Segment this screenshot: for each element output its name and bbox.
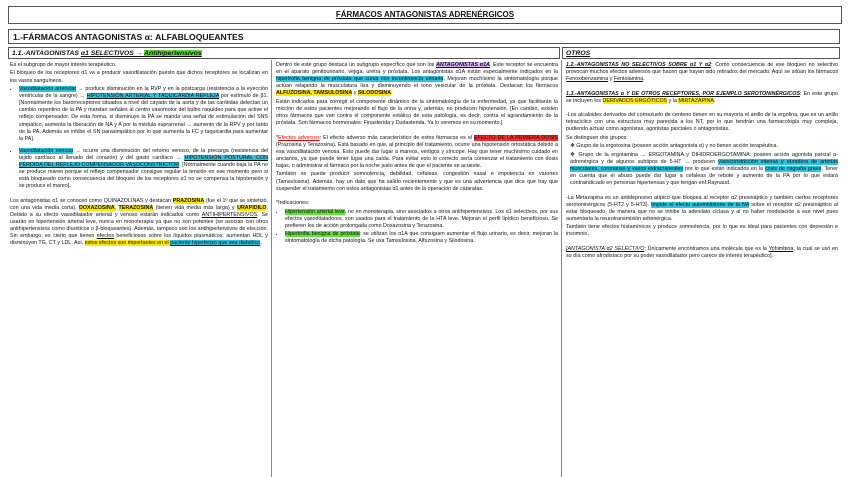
text-run: , no en monoterapia, sino asociados a otros antihipertensivos. Los α1 selectivos, por sus efectos vasodilatadores, son usados para el tratamiento de la HTA leve. Mejoran el perfil lipídico beneficioso. Se prefieren los de acción prolongada como Doxazosina y Terazosina.: [285, 208, 558, 229]
adverse-effects-paragraph: *Efectos adversos: El efecto adverso más característico de estos fármacos es el EFECTO DE LA PRIMERA DOSIS (Prazosina y Terazosina). Está basado en que, al principio del tratamiento, ocurre una hipotensión ortostática debido a esa vasodilatación venosa. Esto puede dar lugar a mareos, vértigos y síncope. Hay que tener muchísimo cuidado en ancianos, ya que puede tener lugar una caída. Para evitar esto lo correcto sería comenzar el tratamiento con dosis bajas, o administrar el fármaco por la noche justo antes de que el paciente se acueste.: [276, 134, 558, 169]
text-run: . Este receptor se encuentra en el aparato genitourinario, vejiga, uretra y próstata. Los antagonistas α1A están especialmente indicados en la: [276, 62, 558, 76]
drug-alfuzosina: ALFUZOSINA, TAMSULOSINA: [276, 90, 353, 97]
document-title: FÁRMACOS ANTAGONISTAS ADRENÉRGICOS: [8, 6, 842, 24]
serotoninergic-paragraph: [566, 91, 838, 105]
highlight-venous: Vasodilatación venosa: [19, 147, 74, 154]
text-run: (tienen vida media más larga) y: [153, 204, 238, 211]
nonselective-heading: 1.2.-ANTAGONISTAS NO SELECTIVOS SOBRE α1 Y α2: [566, 62, 712, 68]
nonselective-paragraph: [566, 62, 838, 83]
text-run: por lo que están indicados en la: [683, 165, 765, 172]
section-title-text: 1.-FÁRMACOS ANTAGONISTAS α: ALFABLOQUEANTES: [13, 32, 244, 42]
text-run: .: [391, 90, 393, 97]
text-run: → produce disminución en la RVP y en la postcarga (resistencia a la eyección ventricular de la sangre) →: [19, 86, 268, 100]
derivados-ergoticos: DERIVADOS ERGÓTICOS: [602, 97, 668, 104]
highlight-diabetic: paciente hipertenso que sea diabético: [170, 240, 261, 247]
subheader-selective-type: α1 SELECTIVOS →: [80, 50, 145, 57]
subheader-selective: [8, 47, 560, 59]
text-run: .: [643, 76, 645, 83]
groups-intro: Se distinguen dos grupos:: [566, 134, 628, 141]
text-run: beneficiosos sobre los líquidos plasmáticos: aumentan HDL y disminuyen TG, CT y LDL. Así,: [10, 233, 268, 247]
text-run: por estímulo de β1. [Normalmente los barorreceptores situados a nivel del cayado de la aorta y de las carótidas detectan un cambio repentino de la PA y mandan señales al centro vasomotor del bulbo raquídeo para que active el reflejo compensador. De esta forma, si disminuye la PA se manda una señal de estimulación del SNS simpático, aumenta la liberación de NA y A por la médula suprarrenal → aumento de la RPV y por tanto de la PA. Además se inhibe el SN parasimpático por lo que aumenta la FC y taquicardia para aumentar la PA].: [19, 93, 268, 142]
column-middle: [276, 62, 558, 476]
drug-terazosina: TERAZOSINA: [118, 204, 154, 211]
list-item: [19, 86, 268, 143]
text-run: . [Normalmente cuando baja la PA no se produce mareo porque el reflejo compensador consigue regular la tensión en ese momento pero si está bloqueado como consecuencia del bloqueo de los receptores α1 no se compensa la hipotensión y se produce el mareo].: [19, 162, 268, 190]
highlight-postural: HIPOTENSIÓN POSTURAL CON PÉRDIDA DEL REFLEJO COMPENSADOR VASOCONSTRICTOR: [19, 154, 268, 168]
text-run: .: [260, 240, 262, 247]
highlight-hbp: hipertrofia benigna de próstata que cursa con incontinencia urinaria: [276, 76, 444, 83]
text-run: . Debido a su efecto vasodilatador arterial y venoso estarán indicados como: [10, 204, 268, 218]
section-title: [8, 29, 840, 44]
list-item: [285, 209, 558, 230]
text-run: . Mejoran muchísimo la sintomatología porque actúan relajando la musculatura lisa y disminuyendo el tono vesicular de la próstata. Destacan los fármacos: [276, 76, 558, 90]
text-run: : El efecto adverso más característico de estos fármacos es el: [319, 134, 474, 141]
text-run: . Tener en cuenta que el abuso puede dar lugar a cefaleas de rebote y aumento de la PA por lo que estará contraindicado en personas hipertensas y que tengan enf.Raynaud.: [570, 165, 838, 187]
antagonistas-alpha1a: ANTAGONISTAS α1A: [436, 62, 490, 68]
effects-list: [10, 86, 268, 190]
indications-list: [276, 209, 558, 246]
highlight-migraine: crisis de migraña grave: [764, 165, 822, 172]
quinazolinas-paragraph: [10, 198, 268, 248]
text-run: .: [713, 97, 716, 104]
text-run: → ocurre una disminución del retorno venoso, de la precarga (resistencia del tejido cardíaco al llenado del corazón) y del gasto cardíaco →: [19, 147, 268, 161]
list-item: ❖ Grupo de la ergotoxina (poseen acción antagonista α) y no tienen acción terapéutica.: [570, 143, 778, 150]
highlight-hypotension: HIPOTENSIÓN ARTERIAL Y TAQUICARDIA REFLEJA: [86, 93, 219, 100]
alpha1a-paragraph: [276, 62, 558, 97]
text-run: Grupo de la ergotoxina (poseen acción antagonista α) y no tienen acción terapéutica.: [576, 143, 778, 150]
serotoninergic-heading: 1.3.-ANTAGONISTAS α Y DE OTROS RECEPTORES, POR EJEMPLO SEROTONINÉRGICOS: [566, 90, 801, 97]
alpha2-selective-heading: [ANTAGONISTA α2 SELECTIVO: [566, 245, 645, 252]
list-item: [19, 148, 268, 191]
text-run: : Como consecuencia de ese bloqueo no selectivo provocan muchos efectos adversos que hacen que hayan sido retirados del mercado. Aquí se sitúan los fármacos: [566, 62, 838, 76]
text-run: y: [608, 76, 614, 83]
drug-fenoxibenzamina: Fenoxibenzamina: [566, 76, 609, 83]
indications-label: *Indicaciones:: [276, 200, 310, 207]
groups-list: [566, 143, 838, 187]
indication-hbp: Hipertrofia benigna de próstata: [285, 231, 360, 238]
indications-paragraph: Están indicados para corregir el componente dinámico de la sintomatología de la enfermedad, ya que facilitarán la micción de estos pacientes mejorando el flujo de la orina y, además, no producen hipotensión. [En cambio, existen otros fármacos que van contra el componente estático de esta patología, es decir, contra el agrandamiento de la próstata. Son fármacos hormonales: Finasterida y Dudasterida. Ya lo veremos en su momento.]: [276, 98, 558, 127]
text-run: . Se usarán en hipertensión arterial leve, nunca en monoterapia ya que no son potentes (se asocian con otros antihipertensivos como diuréticos o β-bloqueantes). Además, tampoco son los antihipertensivos de elección. Sin embargo, es cierto que tienen: [10, 211, 268, 240]
subheader-others: [562, 47, 840, 59]
text-run: : Únicamente encontramos una molécula que es la: [644, 245, 769, 252]
first-dose-effect: EFECTO DE LA PRIMERA DOSIS: [474, 134, 558, 141]
highlight-autoinhibition: Impide el efecto autoinhibitorio de la NA: [651, 201, 750, 208]
drug-urapidilo: URAPIDILO: [237, 204, 267, 211]
text-run: Indicaciones:: [278, 200, 310, 207]
drug-prazosina: PRAZOSINA: [172, 197, 205, 204]
text-run: Grupo de la ergotamina → ERGOTAMINA y DIHIDROERGOTAMINA: poseen acción agonista parcial α-adrenérgica y de algunos subtipos de 5-HT → producen: [570, 151, 838, 165]
antihipertensivos-term: ANTIHIPERTENSIVOS: [201, 211, 258, 218]
intro-paragraph: El bloqueo de los receptores α1 va a producir vasodilatación puesto que dichos receptores se localizan en los vasos sanguíneos.: [10, 70, 268, 84]
list-item: [285, 231, 558, 245]
text-run: y la: [667, 97, 679, 104]
column-left: [10, 62, 268, 476]
text-run: : En este grupo se incluyen los: [566, 90, 838, 104]
drug-silodosina: SILODOSINA: [357, 90, 392, 97]
list-item: ❖ Grupo de la ergotamina → ERGOTAMINA y DIHIDROERGOTAMINA: poseen acción agonista parcial α-adrenérgica y de algunos subtipos de 5-HT → producen vasoconstricción intensa y duradera de arterias musculares, coronarias y vasos extracraneales por lo que están indicados en la crisis de migraña grave. Tener en cuenta que el abuso puede dar lugar a cefaleas de rebote y aumento de la PA por lo que estará contraindicado en personas hipertensas y que tengan enf.Raynaud.: [570, 151, 838, 187]
text-run: -La Mirtazapina es un antidepresivo atípico que bloquea al receptor α2 presináptico y también ciertos receptores serotoninérgicos (5-HT2 y 5-HT3).: [566, 194, 838, 208]
text-run: , la cual se usó en su día como afrodisíaco por su poder vasodilatador pero carece de interés terapéutico].: [566, 245, 838, 259]
highlight-arteriolar: Vasodilatación arteriolar: [19, 86, 77, 93]
text-run: sobre el receptor α2 presináptico al estar bloqueado, de manera que no se inhibe la adenilato ciclasa y al no haber modulación a ese nivel pues aumentaría la neurotransmisión adrenérgica.: [566, 201, 838, 222]
text-run: : se utilizan los α1A que consiguen aumentar el flujo urinario, es decir, mejoran la sintomatología de dicha patología. Se usa Tamsulosina, Alfuzosina y Silodosina.: [285, 231, 558, 245]
text-run: Dentro de este grupo destaca un subgrupo específico que son los: [276, 62, 437, 68]
text-run: y: [352, 90, 358, 97]
highlight-effects: estos efectos son importantes en el: [84, 240, 171, 247]
mirtazapina-paragraph: [566, 195, 838, 223]
subheader-selective-use: Antihipertensivos: [144, 50, 202, 57]
text-run: Los antagonistas α1 se conocen como QUINAZOLINAS y destacan: [10, 197, 173, 204]
text-run: (fue el 1º que se sintetizó, con una vida media corta),: [10, 197, 268, 211]
indication-hta: Hipertensión arterial leve: [285, 208, 345, 215]
drug-mirtazapina: MIRTAZAPINA: [678, 97, 714, 104]
intro-line: Es el subgrupo de mayor interés terapéutico.: [10, 62, 117, 68]
subheader-others-label: OTROS: [566, 50, 591, 57]
column-right: [566, 62, 838, 476]
drug-doxazosina: DOXAZOSINA: [78, 204, 115, 211]
subheader-selective-label: 1.1.-ANTAGONISTAS: [12, 50, 81, 57]
drug-yohimbina: Yohimbina: [768, 245, 794, 252]
column-divider: [271, 60, 272, 477]
ergot-paragraph: -Los alcaloides derivados del cornezuelo de centeno tienen en su mayoría el anillo de la ergolina, que es un anillo tetracíclico con una estructura muy parecida a los NT, por lo que tendrán una farmacología muy compleja, pudiendo actuar como agonistas, agonistas parciales o antagonistas.: [566, 112, 838, 133]
histamine-paragraph: También tiene efectos histamínicos y produce somnolencia, por lo que es ideal para pacientes con depresión e insomnio.: [566, 224, 838, 238]
column-divider: [561, 60, 562, 477]
other-effects-paragraph: También se puede producir somnolencia, debilidad, cefaleas, congestión nasal e impotencia en varones (Tamsulosina). Además, hay un dato que ha salido recientemente y que es una advertencia que dice que hay que suspender el tratamiento con estos antagonistas α1 antes de la operación de cataratas.: [276, 171, 558, 192]
highlight-vasoconstriction: vasoconstricción intensa y duradera de arterias musculares, coronarias y vasos extracraneales: [570, 158, 838, 172]
text-run: (Prazosina y Terazosina). Está basado en que, al principio del tratamiento, ocurre una hipotensión ortostática debido a esa vasodilatación venosa. Esto puede dar lugar a mareos, vértigos y síncope. Hay que tener muchísimo cuidado en ancianos, ya que puede tener lugar una caída. Para evitar esto lo correcto sería comenzar el tratamiento con dosis bajas, o administrar el fármaco por la noche justo antes de que el paciente se acueste.: [276, 141, 558, 169]
text-run: ,: [114, 204, 119, 211]
yohimbina-paragraph: [566, 246, 838, 260]
drug-fentolamina: Fentolamina: [613, 76, 644, 83]
text-run: efectos: [96, 233, 114, 240]
adverse-effects-label: Efectos adversos: [278, 134, 320, 141]
